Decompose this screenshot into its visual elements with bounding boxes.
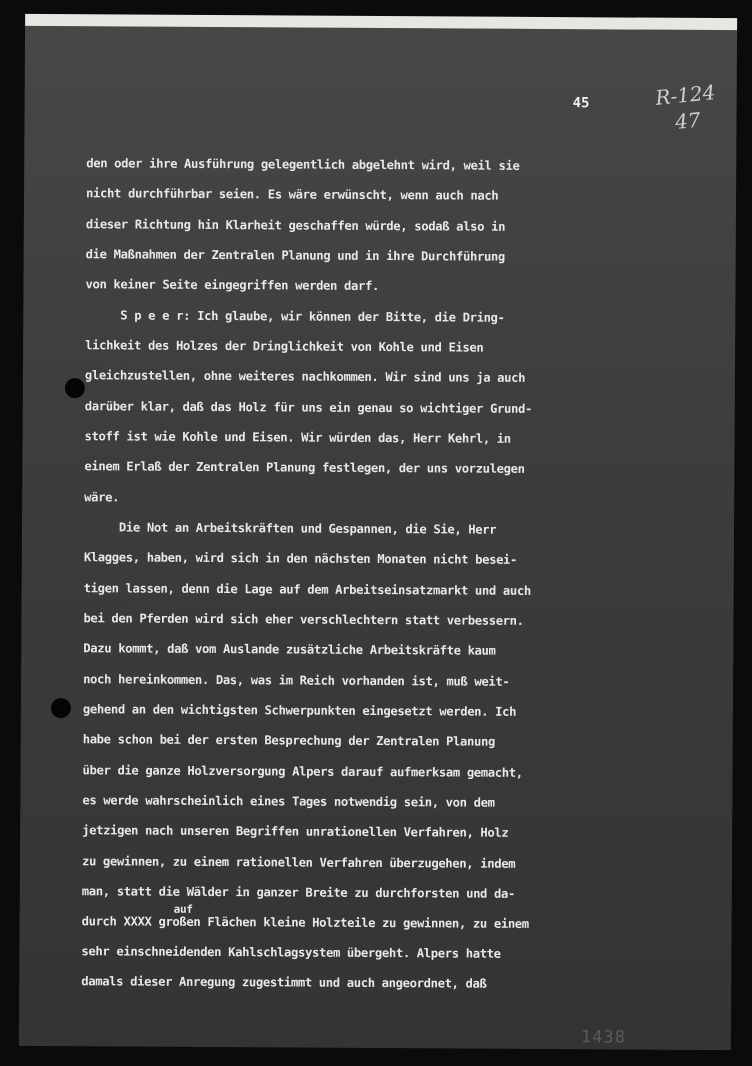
text-line: nicht durchführbar seien. Es wäre erwünscht, wenn auch nach [86, 186, 499, 203]
text-line: habe schon bei der ersten Besprechung der Zentralen Planung [82, 732, 496, 749]
text-line: tigen lassen, denn die Lage auf dem Arbeitseinsatzmarkt und auch [83, 581, 531, 598]
text-line: über die ganze Holzversorgung Alpers darauf aufmerksam gemacht, [82, 763, 523, 780]
text-line: bei den Pferden wird sich eher verschlechtern statt verbessern. [83, 611, 524, 628]
annotation-line-2: 47 [674, 107, 702, 135]
interlinear-insert: auf [173, 902, 193, 916]
text-line: gleichzustellen, ohne weiteres nachkommen. Wir sind uns ja auch [84, 368, 526, 385]
text-line: man, statt die Wälder in ganzer Breite zu durchforsten und da- [81, 884, 516, 901]
text-line: sehr einschneidenden Kahlschlagsystem übergeht. Alpers hatte [81, 944, 501, 961]
punch-hole-upper [65, 378, 85, 398]
text-line: es werde wahrscheinlich eines Tages notwendig sein, von dem [82, 793, 495, 810]
text-line: Klagges, haben, wird sich in den nächsten Monaten nicht besei- [83, 550, 518, 567]
text-line: stoff ist wie Kohle und Eisen. Wir würden das, Herr Kehrl, in [84, 429, 511, 446]
text-line: zu gewinnen, zu einem rationellen Verfahren überzugehen, indem [81, 854, 516, 871]
text-line: gehend an den wichtigsten Schwerpunkten eingesetzt werden. Ich [82, 702, 517, 719]
paper-edge-strip [25, 14, 737, 30]
archive-stamp-number: 1438 [580, 1027, 626, 1048]
text-line: noch hereinkommen. Das, was im Reich vorhanden ist, muß weit- [83, 672, 510, 689]
text-line: durch XXXX großen Flächen kleine Holzteile zu gewinnen, zu einem [81, 914, 529, 931]
text-line: lichkeit des Holzes der Dringlichkeit von Kohle und Eisen [85, 338, 484, 355]
page-number: 45 [572, 95, 590, 112]
text-line: die Maßnahmen der Zentralen Planung und in ihre Durchführung [85, 247, 505, 264]
text-line: darüber klar, daß das Holz für uns ein genau so wichtiger Grund- [84, 399, 533, 416]
handwritten-annotation [654, 79, 719, 137]
annotation-line-1: R-124 [654, 80, 717, 110]
text-line: den oder ihre Ausführung gelegentlich abgelehnt wird, weil sie [86, 156, 520, 173]
text-line: wäre. [84, 490, 120, 505]
text-line: Die Not an Arbeitskräften und Gespannen, die Sie, Herr [83, 520, 497, 537]
text-line: damals dieser Anregung zugestimmt und auch angeordnet, daß [81, 974, 487, 991]
document-sheet [19, 14, 737, 1050]
typed-body-text [81, 156, 686, 991]
text-line: einem Erlaß der Zentralen Planung festlegen, der uns vorzulegen [84, 459, 525, 476]
text-line: S p e e r: Ich glaube, wir können der Bitte, die Dring- [85, 308, 505, 325]
text-line: jetzigen nach unseren Begriffen unrationellen Verfahren, Holz [82, 823, 509, 840]
text-line: von keiner Seite eingegriffen werden darf. [85, 277, 380, 294]
text-line: dieser Richtung hin Klarheit geschaffen würde, sodaß also in [85, 217, 506, 234]
text-line: Dazu kommt, daß vom Auslande zusätzliche Arbeitskräfte kaum [83, 641, 496, 658]
punch-hole-lower [51, 698, 71, 718]
